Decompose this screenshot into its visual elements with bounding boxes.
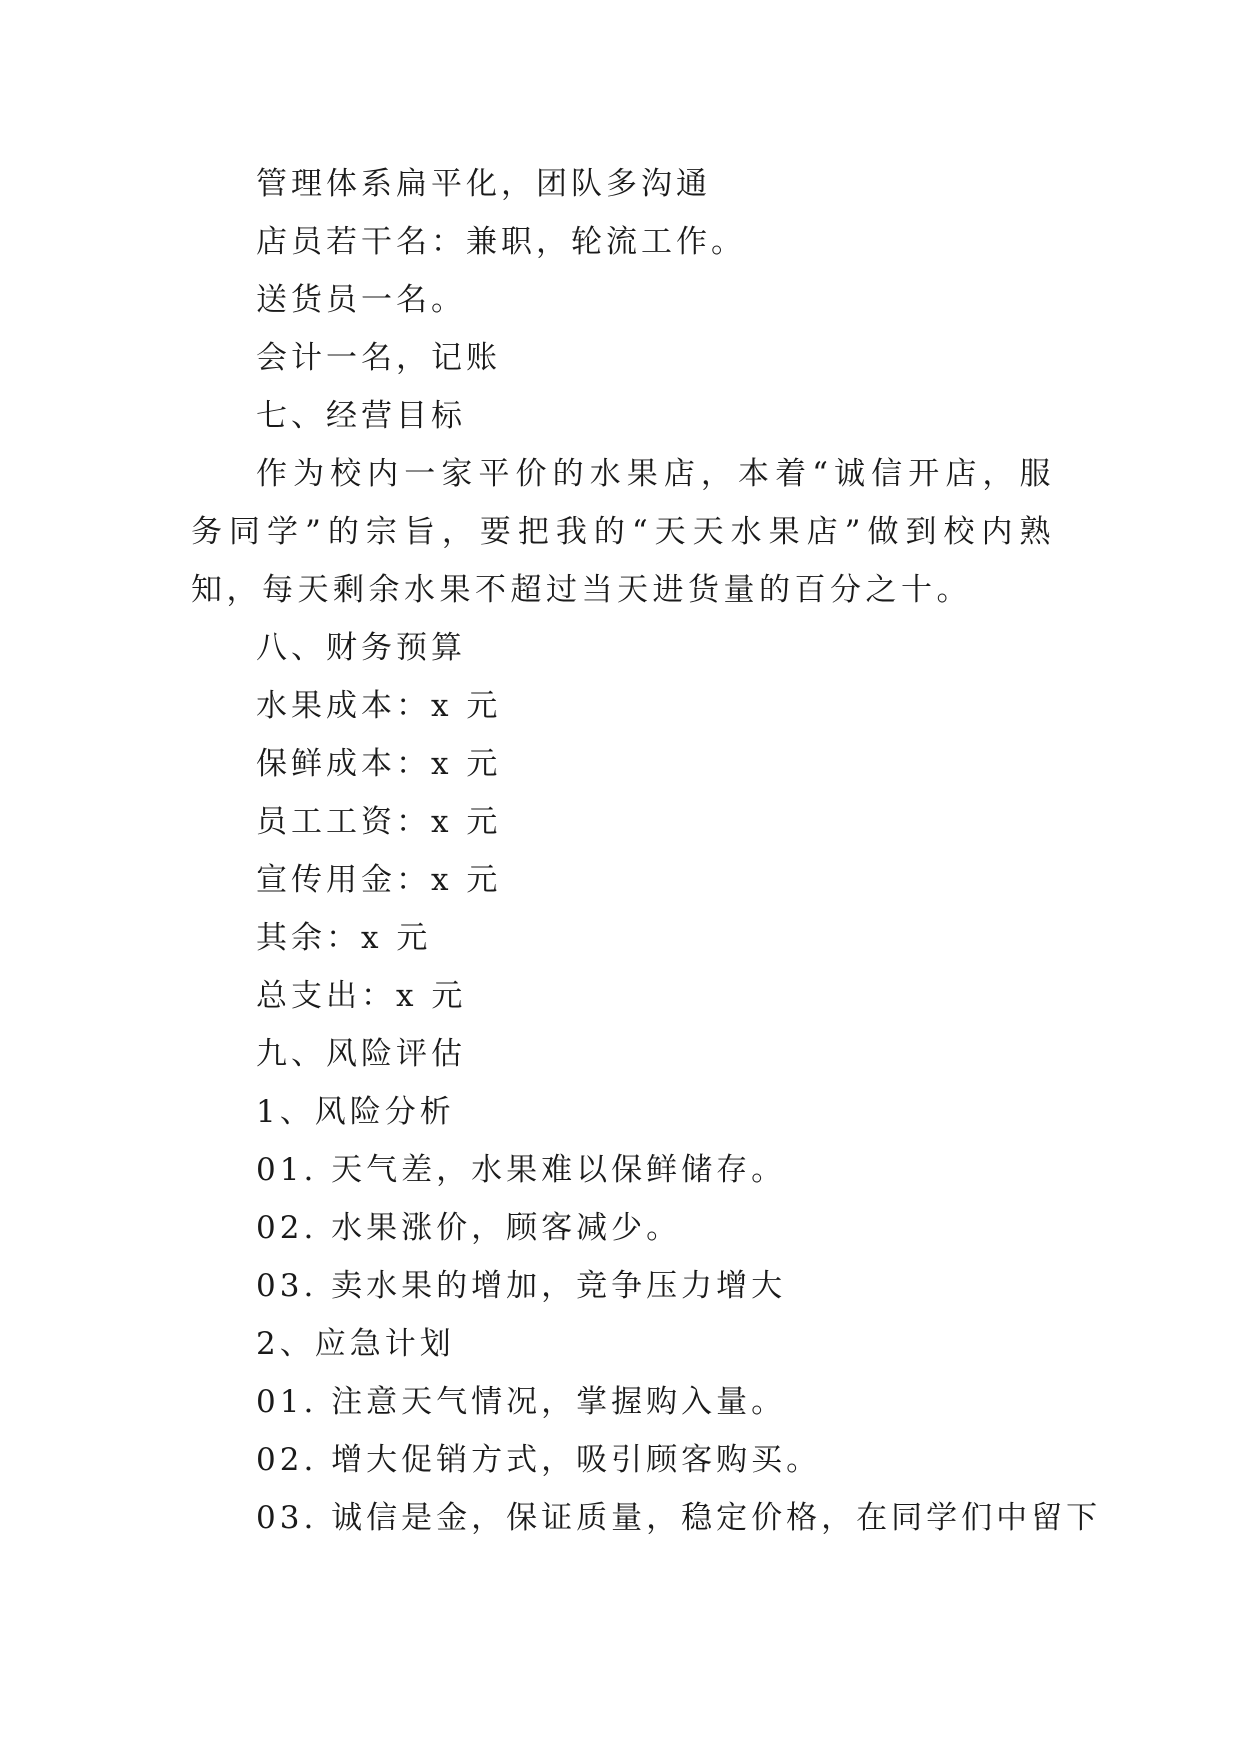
subheading-risk-analysis: 1、风险分析 xyxy=(256,1094,455,1130)
budget-promotion: 宣传用金：x 元 xyxy=(256,862,502,898)
paragraph-goals: 作为校内一家平价的水果店，本着“诚信开店，服务同学”的宗旨，要把我的“天天水果店”做到校内熟知，每天剩余水果不超过当天进货量的百分之十。 xyxy=(191,456,1055,608)
budget-wages: 员工工资：x 元 xyxy=(256,804,502,840)
list-item: 01. 注意天气情况，掌握购入量。 xyxy=(256,1384,787,1420)
budget-fruit-cost: 水果成本：x 元 xyxy=(256,688,502,724)
budget-other: 其余：x 元 xyxy=(256,920,432,956)
budget-preservation-cost: 保鲜成本：x 元 xyxy=(256,746,502,782)
section-heading-goals: 七、经营目标 xyxy=(256,398,466,434)
list-item: 03. 诚信是金，保证质量，稳定价格，在同学们中留下 xyxy=(256,1500,1102,1536)
text-line-staff: 店员若干名：兼职，轮流工作。 xyxy=(256,224,746,260)
text-line-delivery: 送货员一名。 xyxy=(256,282,466,318)
budget-total: 总支出：x 元 xyxy=(256,978,467,1014)
text-line-accountant: 会计一名，记账 xyxy=(256,340,501,376)
text-line-management: 管理体系扁平化，团队多沟通 xyxy=(256,166,711,202)
list-item: 03. 卖水果的增加，竞争压力增大 xyxy=(256,1268,787,1304)
list-item: 02. 水果涨价，顾客减少。 xyxy=(256,1210,682,1246)
list-item: 02. 增大促销方式，吸引顾客购买。 xyxy=(256,1442,822,1478)
section-heading-risk: 九、风险评估 xyxy=(256,1036,466,1072)
subheading-contingency-plan: 2、应急计划 xyxy=(256,1326,455,1362)
document-body xyxy=(191,155,1102,1547)
section-heading-budget: 八、财务预算 xyxy=(256,630,466,666)
list-item: 01. 天气差，水果难以保鲜储存。 xyxy=(256,1152,787,1188)
